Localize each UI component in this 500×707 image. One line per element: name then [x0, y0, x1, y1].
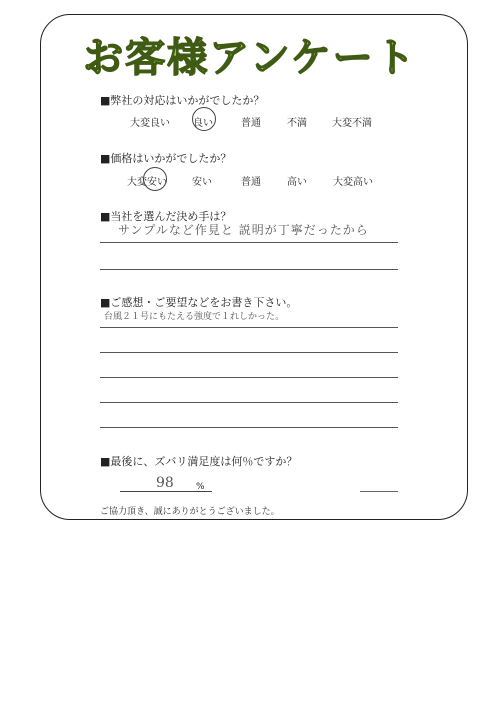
- survey-title: お客様アンケート: [83, 35, 417, 81]
- answer-line: [100, 327, 398, 328]
- survey-sheet-border: [40, 14, 468, 520]
- answer-line: [100, 269, 398, 270]
- question-satisfaction: ■最後に、ズバリ満足度は何％ですか？: [100, 455, 298, 468]
- option-price-4[interactable]: 高い: [287, 177, 307, 188]
- option-price-5[interactable]: 大変高い: [333, 177, 373, 188]
- option-price-3[interactable]: 普通: [241, 177, 261, 188]
- divider-line: [360, 491, 398, 492]
- percent-unit: %: [196, 482, 205, 492]
- answer-reason: サンプルなど作見と 説明が丁寧だったから: [118, 223, 369, 237]
- question-service: ■弊社の対応はいかがでしたか？: [100, 94, 265, 107]
- question-reason: ■当社を選んだ決め手は？: [100, 210, 232, 223]
- option-price-2[interactable]: 安い: [192, 177, 212, 188]
- option-service-1[interactable]: 大変良い: [130, 118, 170, 129]
- options-service: [0, 114, 500, 134]
- answer-line: [100, 427, 398, 428]
- satisfaction-value: 98: [156, 475, 174, 491]
- question-comments: ■ご感想・ご要望などをお書き下さい。: [100, 296, 298, 309]
- satisfaction-line: [120, 491, 212, 492]
- answer-line: [100, 352, 398, 353]
- option-service-4[interactable]: 不満: [287, 118, 307, 129]
- answer-comments: 台風２１号にもたえる強度で１れしかった。: [104, 312, 285, 322]
- option-service-2[interactable]: 良い: [193, 118, 213, 129]
- options-price: [0, 173, 500, 193]
- selected-mark-service: [192, 107, 216, 131]
- answer-line: [100, 377, 398, 378]
- thanks-note: ご協力頂き、誠にありがとうございました。: [100, 507, 280, 517]
- option-service-3[interactable]: 普通: [241, 118, 261, 129]
- option-price-1[interactable]: 大変安い: [127, 177, 167, 188]
- question-price: ■価格はいかがでしたか？: [100, 152, 232, 165]
- selected-mark-price: [143, 167, 167, 191]
- answer-line: [100, 402, 398, 403]
- option-service-5[interactable]: 大変不満: [332, 118, 372, 129]
- answer-line: [100, 242, 398, 243]
